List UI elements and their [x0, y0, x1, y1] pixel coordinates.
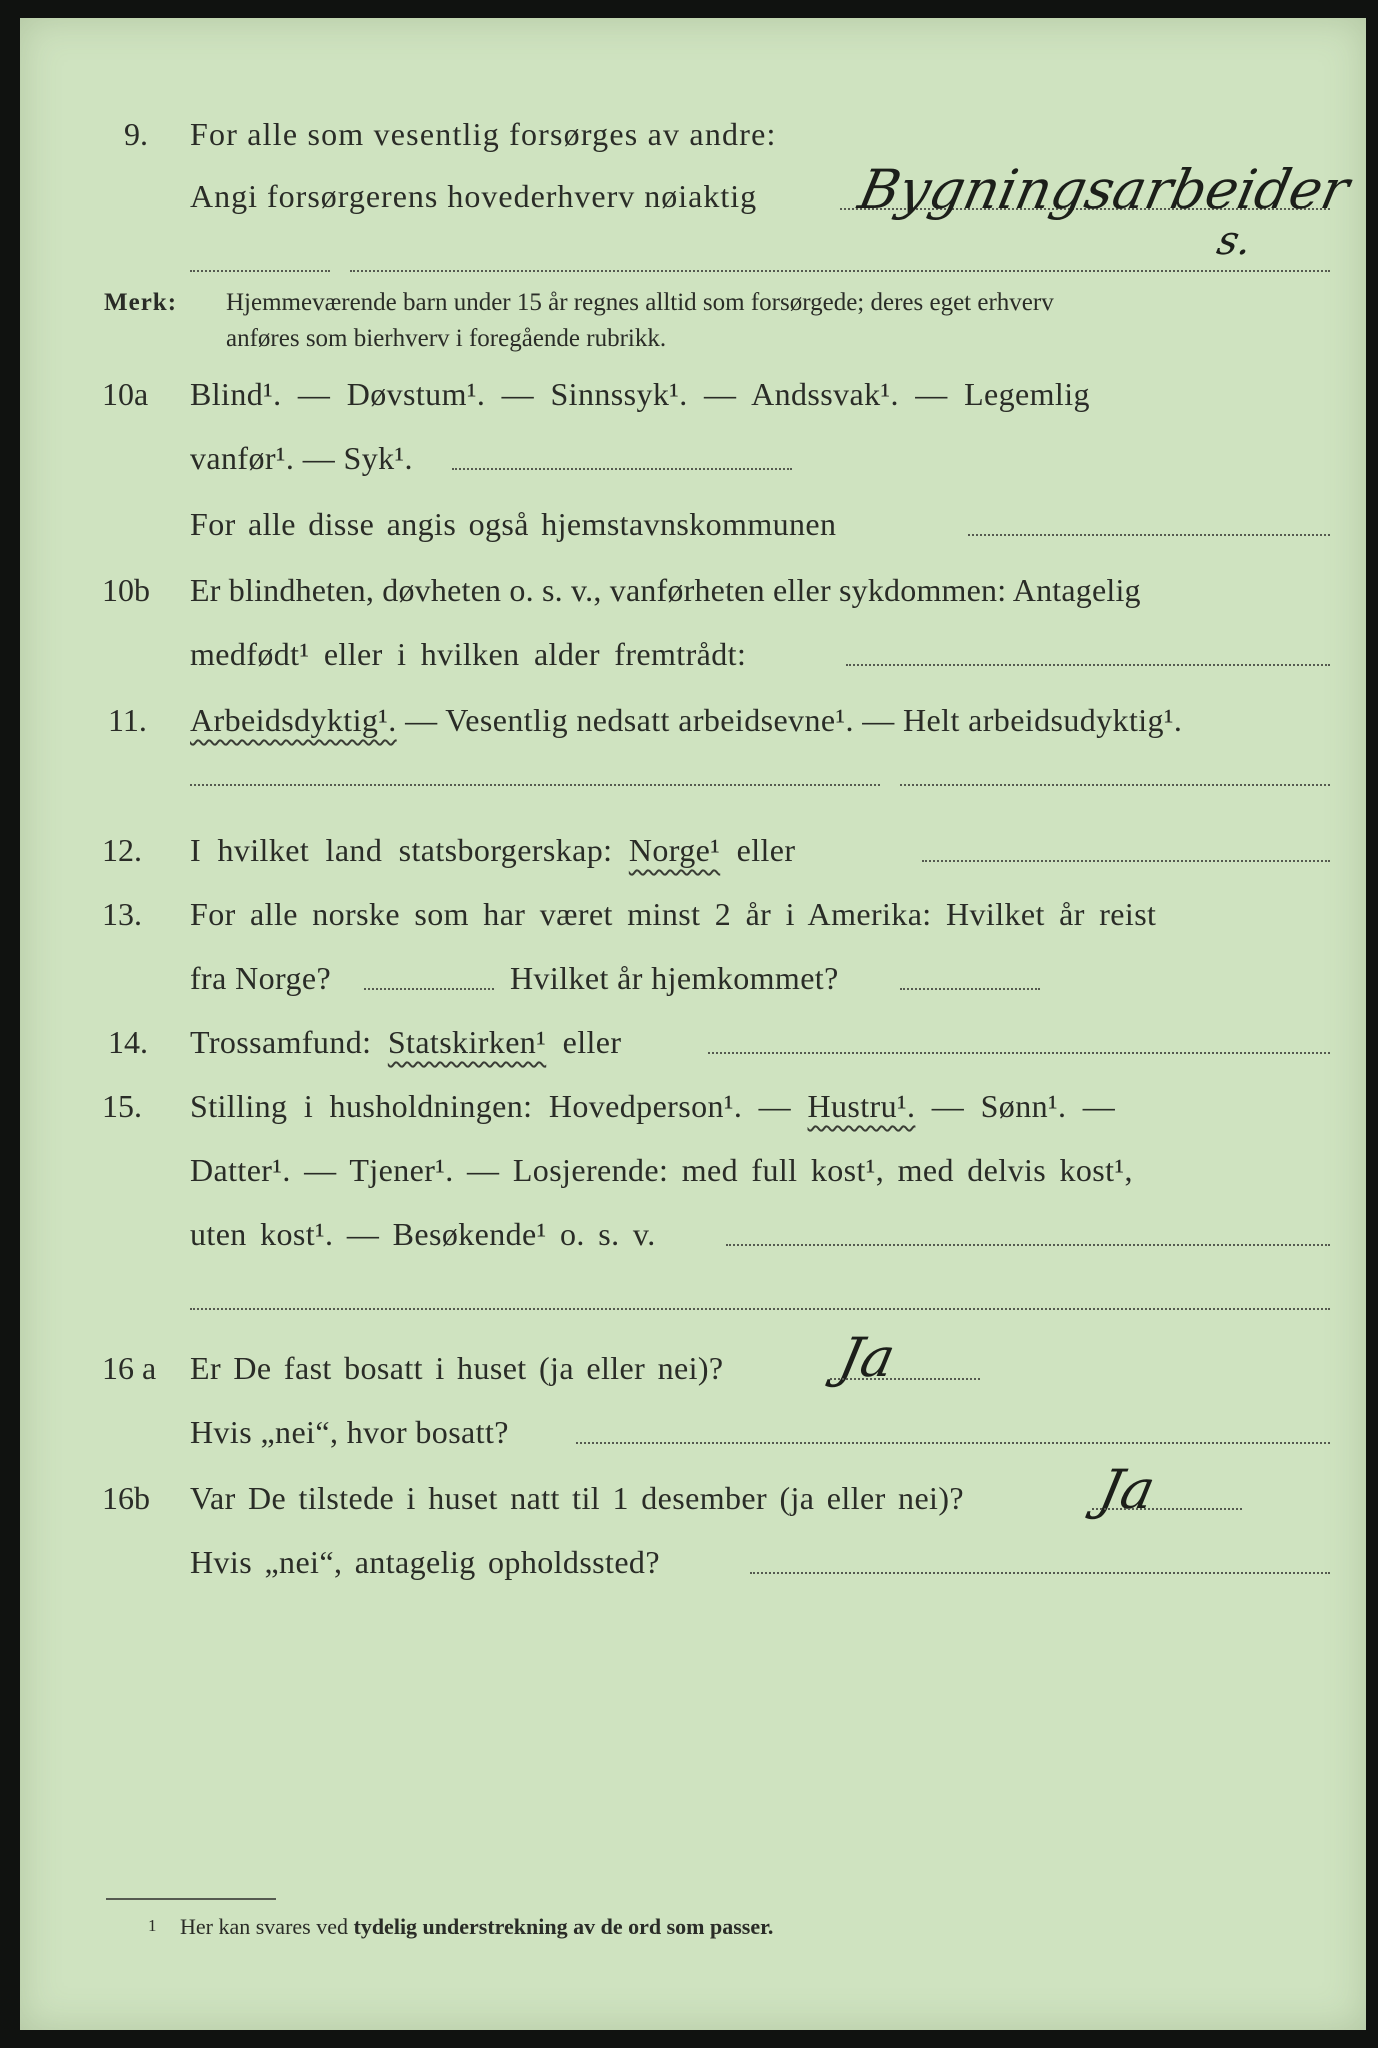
merk-line1: Hjemmeværende barn under 15 år regnes alltid som forsørgede; deres eget erhverv — [226, 289, 1054, 316]
q12-answer-line — [922, 860, 1330, 862]
q9-line2: Angi forsørgerens hovederhverv nøiaktig — [190, 178, 758, 214]
q16a-residence-line — [576, 1442, 1330, 1444]
q11-number: 11. — [108, 702, 147, 738]
q14-pre: Trossamfund: — [190, 1024, 388, 1060]
q13-number: 13. — [102, 896, 142, 932]
q15-line1a: Stilling i husholdningen: Hovedperson¹. — — [190, 1088, 808, 1124]
q13-returned-line — [900, 988, 1040, 990]
q15-number: 15. — [102, 1088, 142, 1124]
q11-line — [190, 700, 1182, 740]
q9-handwritten-answer: Bygningsarbeider — [853, 158, 1355, 221]
q13-line2a: fra Norge? — [190, 960, 332, 996]
q14-post: eller — [546, 1024, 622, 1060]
q9-line1: For alle som vesentlig forsørges av andre: — [190, 116, 777, 152]
q16a-answer-line — [830, 1378, 980, 1380]
q16b-answer-line — [1092, 1508, 1242, 1510]
footnote-mark: 1 — [148, 1916, 157, 1935]
q13-departed-line — [364, 988, 494, 990]
q12-pre: I hvilket land statsborgerskap: — [190, 832, 629, 868]
footnote-text — [180, 1914, 773, 1940]
q11-extra-line-a — [190, 784, 880, 786]
q13-line1: For alle norske som har været minst 2 år i Amerika: Hvilket år reist — [190, 896, 1157, 932]
q10b-answer-line — [846, 664, 1330, 666]
merk-line2: anføres som bierhverv i foregående rubrikk. — [226, 325, 667, 352]
q9-handwritten-answer-suffix: s. — [1213, 218, 1257, 264]
q16b-line1: Var De tilstede i huset natt til 1 desember (ja eller nei)? — [190, 1480, 965, 1516]
q10b-number: 10b — [102, 572, 150, 608]
footnote-bold: tydelig understrekning av de ord som passer. — [353, 1914, 774, 1939]
q15-line3: uten kost¹. — Besøkende¹ o. s. v. — [190, 1216, 656, 1252]
q16b-handwritten-answer: Ja — [1093, 1458, 1161, 1521]
q15-underlined-choice: Hustru¹. — [807, 1088, 916, 1124]
q10a-line3: For alle disse angis også hjemstavnskommunen — [190, 506, 837, 542]
q16a-line1: Er De fast bosatt i huset (ja eller nei)? — [190, 1350, 724, 1386]
q9-number: 9. — [124, 116, 148, 152]
q16a-number: 16 a — [102, 1350, 157, 1386]
q10a-sick-line — [452, 468, 792, 470]
q15-line2: Datter¹. — Tjener¹. — Losjerende: med full kost¹, med delvis kost¹, — [190, 1152, 1133, 1188]
q12-number: 12. — [102, 832, 142, 868]
q14-line — [190, 1022, 621, 1062]
q14-number: 14. — [108, 1024, 148, 1060]
q12-post: eller — [720, 832, 796, 868]
q10b-line1: Er blindheten, døvheten o. s. v., vanførheten eller sykdommen: Antagelig — [190, 572, 1141, 608]
q12-line — [190, 830, 795, 870]
q16a-line2: Hvis „nei“, hvor bosatt? — [190, 1414, 509, 1450]
q9-extra-line-b — [350, 270, 1330, 272]
q12-underlined-choice: Norge¹ — [628, 832, 721, 868]
q11-extra-line-b — [900, 784, 1330, 786]
q16b-number: 16b — [102, 1480, 150, 1516]
q10a-line2: vanfør¹. — Syk¹. — [190, 440, 413, 476]
q11-underlined-choice: Arbeidsdyktig¹. — [190, 702, 397, 738]
q14-answer-line — [708, 1052, 1330, 1054]
q9-extra-line-a — [190, 270, 330, 272]
q15-answer-line — [726, 1244, 1330, 1246]
q16b-line2: Hvis „nei“, antagelig opholdssted? — [190, 1544, 660, 1580]
q11-rest: — Vesentlig nedsatt arbeidsevne¹. — Helt arbeidsudyktig¹. — [396, 702, 1183, 738]
q15-line1b: — Sønn¹. — — [915, 1088, 1116, 1124]
footnote-separator — [106, 1898, 276, 1900]
q10a-home-municipality-line — [968, 534, 1330, 536]
q15-line1 — [190, 1086, 1115, 1126]
q16b-whereabouts-line — [750, 1572, 1330, 1574]
q14-underlined-choice: Statskirken¹ — [387, 1024, 547, 1060]
census-form-page — [20, 18, 1366, 2030]
merk-label: Merk: — [104, 289, 178, 316]
footnote-pre: Her kan svares ved — [180, 1914, 354, 1939]
q15-extra-line — [190, 1308, 1330, 1310]
q13-line2b: Hvilket år hjemkommet? — [510, 960, 839, 996]
q16a-handwritten-answer: Ja — [833, 1326, 901, 1389]
q10a-line1: Blind¹. — Døvstum¹. — Sinnssyk¹. — Andssvak¹. — Legemlig — [190, 376, 1090, 412]
q10b-line2: medfødt¹ eller i hvilken alder fremtrådt: — [190, 636, 747, 672]
q10a-number: 10a — [102, 376, 149, 412]
